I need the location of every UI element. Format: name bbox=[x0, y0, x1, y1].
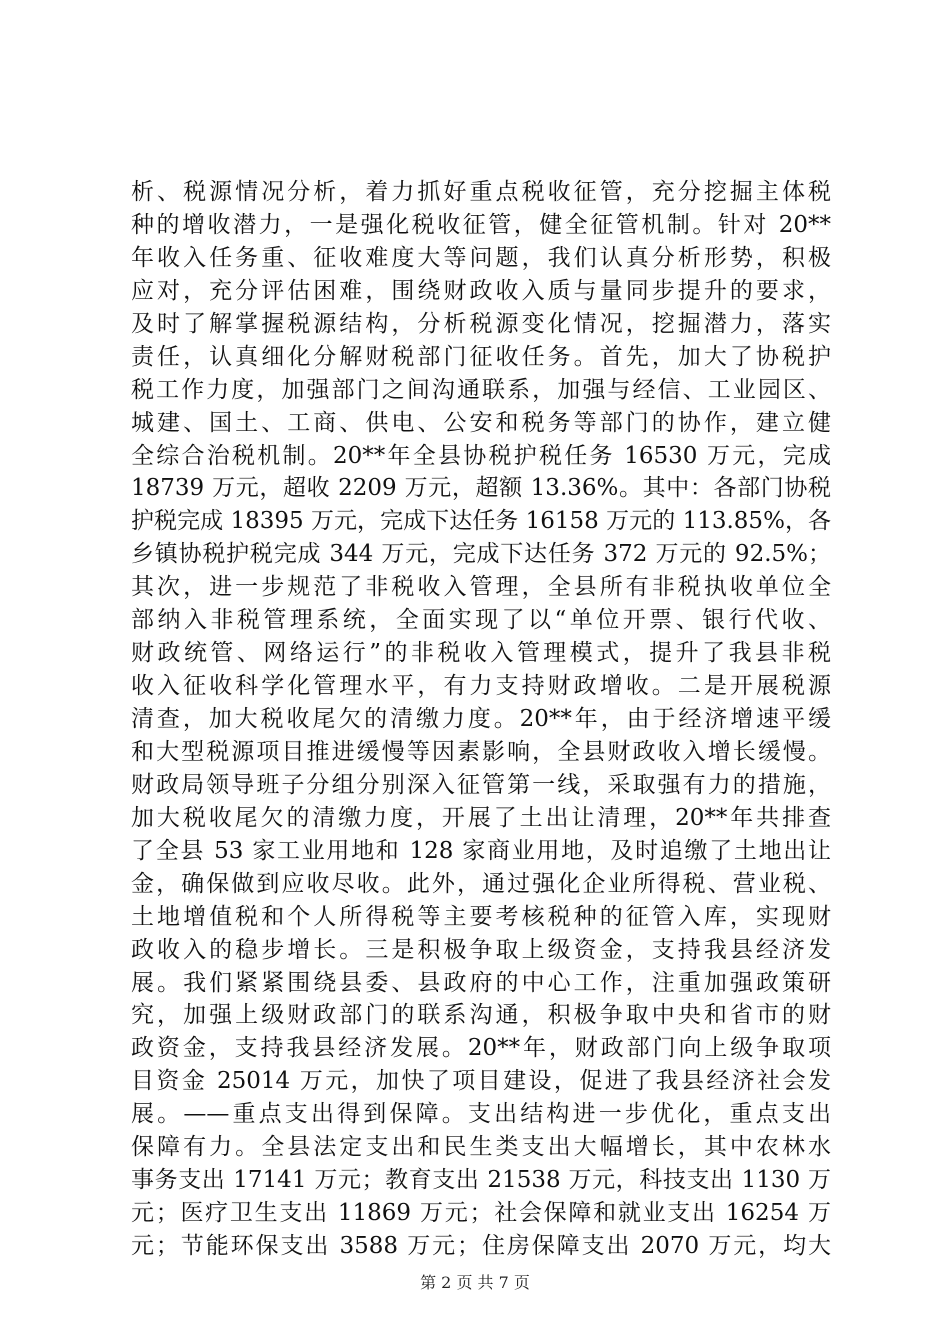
text-line: 部纳入非税管理系统，全面实现了以“单位开票、银行代收、 bbox=[131, 607, 831, 634]
text-line: 析、税源情况分析，着力抓好重点税收征管，充分挖掘主体税 bbox=[131, 179, 831, 205]
text-line: 究，加强上级财政部门的联系沟通，积极争取中央和省市的财 bbox=[131, 1002, 831, 1029]
text-line: 政收入的稳步增长。三是积极争取上级资金，支持我县经济发 bbox=[131, 936, 831, 963]
page-footer: 第 2 页 共 7 页 bbox=[420, 1273, 530, 1292]
text-line: 其次，进一步规范了非税收入管理，全县所有非税执收单位全 bbox=[131, 574, 831, 601]
text-line: 清查，加大税收尾欠的清缴力度。20**年，由于经济增速平缓 bbox=[131, 706, 831, 732]
text-line: 年收入任务重、征收难度大等问题，我们认真分析形势，积极 bbox=[131, 244, 831, 271]
text-line: 土地增值税和个人所得税等主要考核税种的征管入库，实现财 bbox=[131, 903, 831, 930]
text-line: 保障有力。全县法定支出和民生类支出大幅增长，其中农林水 bbox=[131, 1134, 831, 1161]
text-line: 城建、国土、工商、供电、公安和税务等部门的协作，建立健 bbox=[131, 409, 831, 436]
text-line: 元；节能环保支出 3588 万元；住房保障支出 2070 万元，均大 bbox=[131, 1233, 831, 1259]
text-line: 护税完成 18395 万元，完成下达任务 16158 万元的 113.85%，各 bbox=[131, 508, 831, 535]
text-line: 18739 万元，超收 2209 万元，超额 13.36%。其中：各部门协税 bbox=[131, 475, 831, 502]
text-line: 加大税收尾欠的清缴力度，开展了土出让清理，20**年共排查 bbox=[131, 804, 831, 831]
text-line: 政资金，支持我县经济发展。20**年，财政部门向上级争取项 bbox=[131, 1035, 831, 1062]
text-line: 收入征收科学化管理水平，有力支持财政增收。二是开展税源 bbox=[131, 673, 831, 700]
text-line: 全综合治税机制。20**年全县协税护税任务 16530 万元，完成 bbox=[131, 442, 831, 469]
text-line: 乡镇协税护税完成 344 万元，完成下达任务 372 万元的 92.5%； bbox=[131, 541, 831, 568]
text-line: 及时了解掌握税源结构，分析税源变化情况，挖掘潜力，落实 bbox=[131, 310, 831, 337]
text-line: 责任，认真细化分解财税部门征收任务。首先，加大了协税护 bbox=[131, 343, 831, 370]
text-line: 种的增收潜力，一是强化税收征管，健全征管机制。针对 20** bbox=[131, 211, 831, 238]
text-line: 和大型税源项目推进缓慢等因素影响，全县财政收入增长缓慢。 bbox=[131, 738, 831, 765]
text-line: 金，确保做到应收尽收。此外，通过强化企业所得税、营业税、 bbox=[131, 870, 831, 897]
text-line: 元；医疗卫生支出 11869 万元；社会保障和就业支出 16254 万 bbox=[131, 1200, 831, 1227]
text-line: 财政统管、网络运行”的非税收入管理模式，提升了我县非税 bbox=[131, 640, 831, 667]
text-line: 展。——重点支出得到保障。支出结构进一步优化，重点支出 bbox=[131, 1101, 831, 1128]
text-line: 了全县 53 家工业用地和 128 家商业用地，及时追缴了土地出让 bbox=[131, 837, 831, 864]
text-line: 目资金 25014 万元，加快了项目建设，促进了我县经济社会发 bbox=[131, 1068, 831, 1095]
text-line: 财政局领导班子分组分别深入征管第一线，采取强有力的措施， bbox=[131, 771, 831, 798]
text-line: 展。我们紧紧围绕县委、县政府的中心工作，注重加强政策研 bbox=[131, 969, 831, 996]
text-line: 税工作力度，加强部门之间沟通联系，加强与经信、工业园区、 bbox=[131, 376, 831, 403]
body-text bbox=[131, 176, 831, 1263]
text-line: 事务支出 17141 万元；教育支出 21538 万元，科技支出 1130 万 bbox=[131, 1167, 831, 1194]
text-line: 应对，充分评估困难，围绕财政收入质与量同步提升的要求， bbox=[131, 277, 831, 304]
